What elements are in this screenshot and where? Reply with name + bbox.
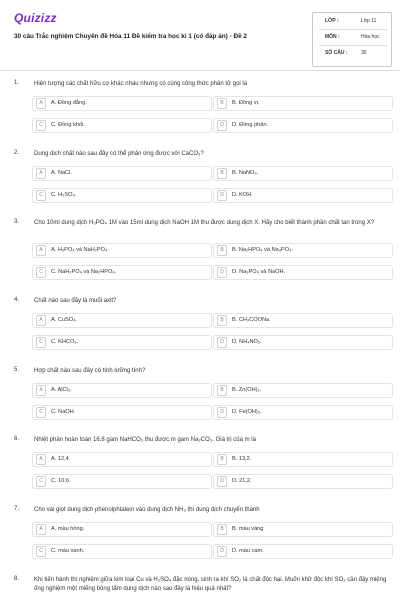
option-letter-badge: A: [36, 524, 46, 535]
option-letter-badge: B: [217, 168, 227, 179]
option-letter-badge: A: [36, 315, 46, 326]
meta-divider: [319, 45, 387, 46]
option-letter-badge: D: [217, 337, 227, 348]
option-text: A. CuSO₄.: [51, 317, 77, 323]
option-letter-badge: C: [36, 337, 46, 348]
answer-option-content: [36, 453, 204, 466]
option-letter-badge: D: [217, 190, 227, 201]
answer-option-content: [217, 167, 385, 180]
question-text: Cho vài giọt dung dịch phenolphtalein vào dung dịch NH₃ thì dung dịch chuyển thành: [34, 507, 260, 513]
meta-class-label: LỚP :: [325, 18, 339, 24]
answer-option-content: [217, 406, 385, 419]
question-number: 8.: [14, 576, 20, 582]
option-letter-badge: A: [36, 98, 46, 109]
question-number: 1.: [14, 80, 20, 86]
answer-option-content: [36, 523, 204, 536]
option-letter-badge: B: [217, 385, 227, 396]
answer-option-content: [217, 545, 385, 558]
option-letter-badge: C: [36, 267, 46, 278]
answer-option-content: [217, 475, 385, 488]
option-text: C. 10,6.: [51, 478, 71, 484]
option-letter-badge: A: [36, 385, 46, 396]
option-text: A. Đồng đẳng.: [51, 100, 87, 106]
option-text: C. màu xanh.: [51, 548, 85, 554]
option-text: C. Đồng khối.: [51, 122, 85, 128]
worksheet-title: 30 câu Trắc nghiệm Chuyên đề Hóa 11 Đề kiểm tra học kì 1 (có đáp án) - Đề 2: [14, 33, 247, 40]
option-letter-badge: B: [217, 315, 227, 326]
worksheet-header: [0, 0, 400, 71]
option-text: C. KHCO₃.: [51, 339, 79, 345]
option-text: B. 13,2.: [232, 456, 252, 462]
answer-option-content: [217, 314, 385, 327]
answer-option-content: [36, 406, 204, 419]
answer-option-content: [217, 244, 385, 257]
option-letter-badge: C: [36, 190, 46, 201]
question-number: 3.: [14, 219, 20, 225]
option-text: D. Đồng phân.: [232, 122, 269, 128]
quizizz-logo: Quizizz: [14, 11, 57, 25]
answer-option-content: [36, 266, 204, 279]
meta-divider: [319, 29, 387, 30]
answer-option-content: [36, 244, 204, 257]
answer-option-content: [217, 384, 385, 397]
option-text: B. Zn(OH)₂.: [232, 387, 262, 393]
answer-option-content: [217, 453, 385, 466]
question-number: 6.: [14, 436, 20, 442]
option-letter-badge: B: [217, 245, 227, 256]
answer-option-content: [36, 189, 204, 202]
answer-option-content: [217, 336, 385, 349]
option-text: D. Fe(OH)₃.: [232, 409, 262, 415]
option-text: D. 21,2.: [232, 478, 252, 484]
option-letter-badge: D: [217, 120, 227, 131]
meta-count-value: 30: [361, 50, 367, 56]
question-text: Dung dịch chất nào sau đây có thể phản ứng được với CaCO₃?: [34, 151, 204, 157]
answer-option-content: [36, 97, 204, 110]
option-letter-badge: D: [217, 407, 227, 418]
option-text: C. NaOH.: [51, 409, 76, 415]
option-text: B. Đồng vị.: [232, 100, 260, 106]
option-text: A. màu hồng.: [51, 526, 85, 532]
option-text: A. H₃PO₄ và NaH₂PO₄.: [51, 247, 109, 253]
meta-count-row: [313, 47, 393, 61]
option-text: D. KOH.: [232, 192, 253, 198]
question-text: Hợp chất nào sau đây có tính lưỡng tính?: [34, 368, 146, 374]
option-letter-badge: C: [36, 407, 46, 418]
header-divider: [0, 70, 400, 71]
question-number: 4.: [14, 297, 20, 303]
answer-option-content: [217, 189, 385, 202]
answer-option-content: [217, 266, 385, 279]
answer-option-content: [217, 523, 385, 536]
option-letter-badge: B: [217, 524, 227, 535]
worksheet-meta-box: [312, 12, 392, 67]
answer-option-content: [36, 384, 204, 397]
option-letter-badge: C: [36, 120, 46, 131]
meta-subject-label: MÔN :: [325, 34, 340, 40]
meta-class-row: [313, 15, 393, 29]
option-text: B. CH₃COONa.: [232, 317, 271, 323]
meta-subject-value: Hóa học: [361, 34, 380, 40]
answer-option-content: [36, 475, 204, 488]
option-letter-badge: D: [217, 476, 227, 487]
answer-option-content: [217, 97, 385, 110]
option-letter-badge: A: [36, 168, 46, 179]
option-text: A. AlCl₃.: [51, 387, 72, 393]
question-text: Cho 10ml dung dịch H₃PO₄ 1M vào 15ml dung dịch NaOH 1M thu được dung dịch X. Hãy cho biết thành phần chất tan trong X?: [34, 220, 375, 226]
question-number: 7.: [14, 506, 20, 512]
answer-option-content: [36, 545, 204, 558]
question-text: Hiện tượng các chất hữu cơ khác nhau nhưng có cùng công thức phân tử gọi là: [34, 81, 248, 87]
question-number: 5.: [14, 367, 20, 373]
option-text: D. Na₃PO₄ và NaOH.: [232, 269, 286, 275]
answer-option-content: [36, 314, 204, 327]
option-text: B. NaNO₃.: [232, 170, 259, 176]
option-letter-badge: A: [36, 245, 46, 256]
option-letter-badge: C: [36, 546, 46, 557]
option-text: B. Na₂HPO₄ và Na₃PO₄.: [232, 247, 293, 253]
option-letter-badge: B: [217, 454, 227, 465]
answer-option-content: [36, 336, 204, 349]
option-text: A. NaCl.: [51, 170, 72, 176]
option-letter-badge: D: [217, 267, 227, 278]
question-text: Khi tiến hành thí nghiệm giữa kim loại Cu và H₂SO₄ đặc nóng, sinh ra khí SO₂ là chất độc hại. Muốn khử độc khí SO₂ cần đậy miệng ống nghiệm một miếng bông tẩm dung dịch nào sau đây là hiệu quả nhất?: [34, 577, 387, 592]
option-letter-badge: A: [36, 454, 46, 465]
option-letter-badge: C: [36, 476, 46, 487]
option-text: D. NH₄NO₃.: [232, 339, 262, 345]
option-letter-badge: B: [217, 98, 227, 109]
option-text: C. NaH₂PO₄ và Na₂HPO₄.: [51, 269, 117, 275]
option-text: C. H₂SO₄.: [51, 192, 77, 198]
option-letter-badge: D: [217, 546, 227, 557]
meta-count-label: SỐ CÂU :: [325, 50, 348, 56]
question-number: 2.: [14, 150, 20, 156]
answer-option-content: [36, 167, 204, 180]
option-text: D. màu cam.: [232, 548, 264, 554]
meta-subject-row: [313, 31, 393, 45]
answer-option-content: [36, 119, 204, 132]
option-text: A. 12,4.: [51, 456, 71, 462]
answer-option-content: [217, 119, 385, 132]
option-text: B. màu vàng: [232, 526, 264, 532]
meta-class-value: Lớp 11: [361, 18, 377, 24]
question-text: Chất nào sau đây là muối axit?: [34, 298, 117, 304]
question-text: Nhiệt phân hoàn toàn 16,8 gam NaHCO₃ thu được m gam Na₂CO₃. Giá trị của m là: [34, 437, 256, 443]
